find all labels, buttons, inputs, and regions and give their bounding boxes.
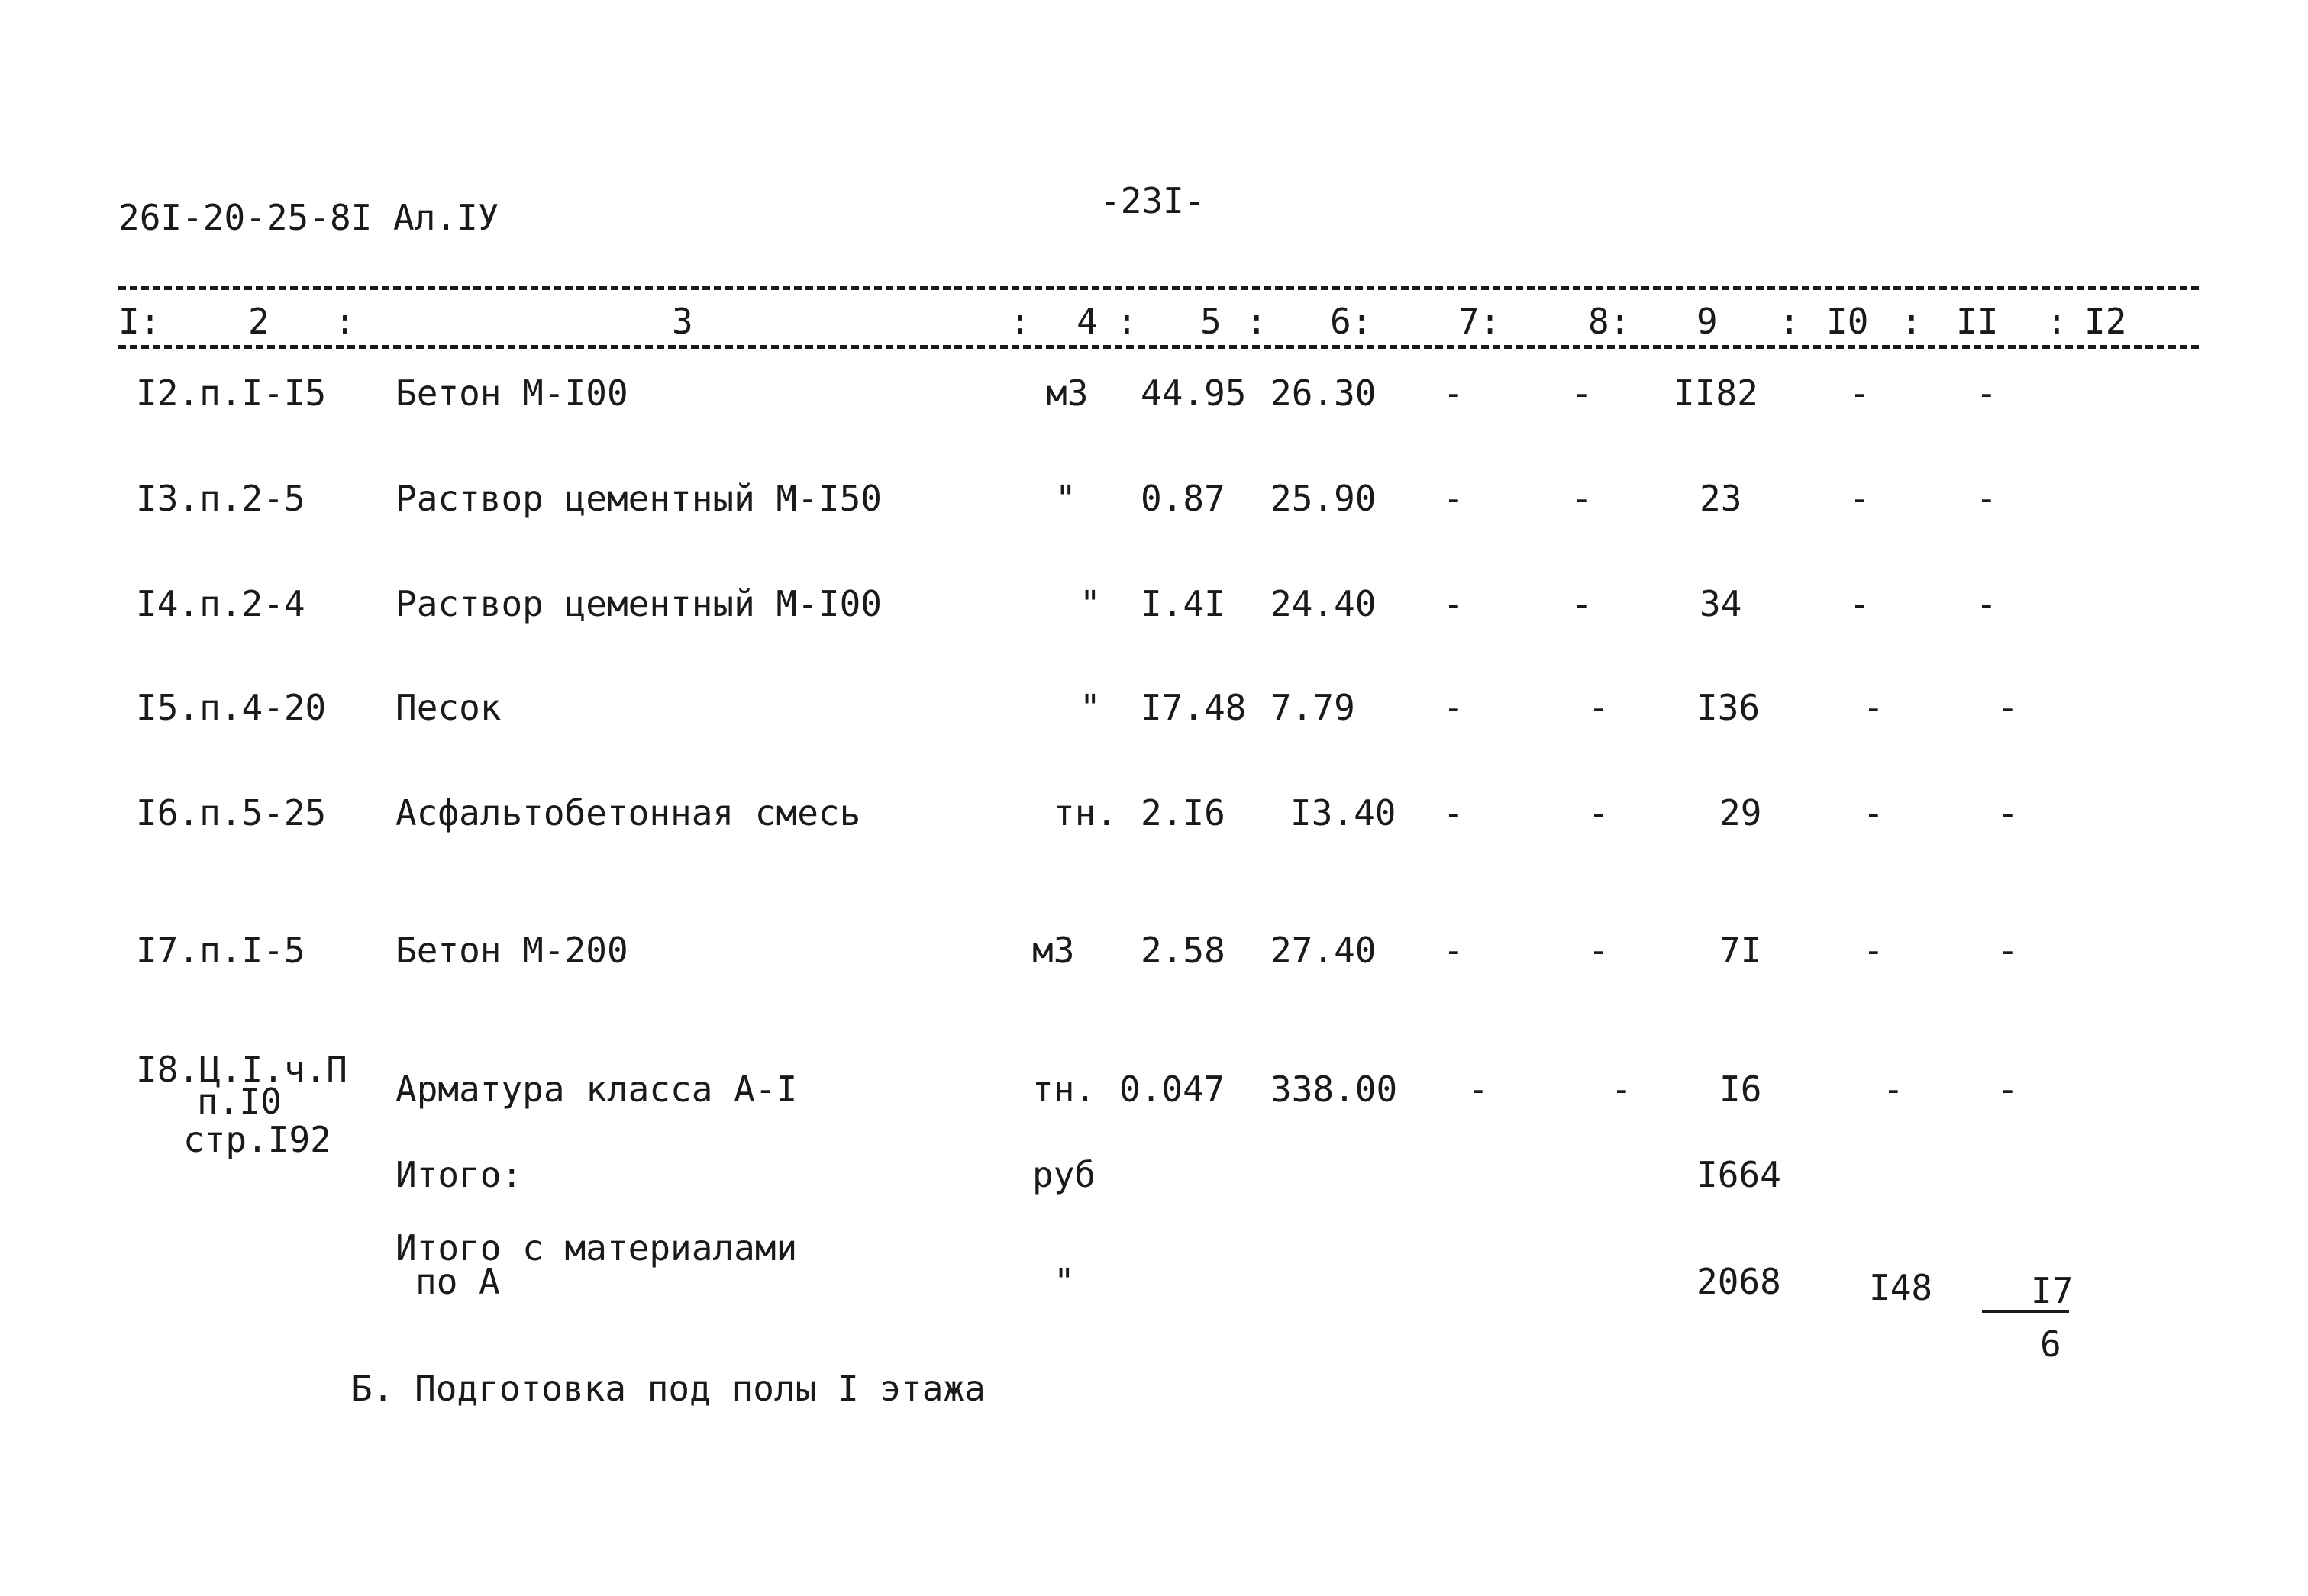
col-header-2: 2 bbox=[248, 301, 270, 342]
row-ref-line-1: I8.Ц.I.ч.П bbox=[136, 1049, 347, 1090]
total-unit: " bbox=[1054, 1261, 1075, 1302]
col-header-5: 5 bbox=[1200, 301, 1222, 342]
row-col8: - bbox=[1588, 930, 1609, 971]
row-qty: 0.047 bbox=[1119, 1069, 1225, 1110]
total-col11-denominator: 6 bbox=[2040, 1324, 2061, 1365]
header-rule-bottom bbox=[118, 345, 2199, 349]
total-value: 2068 bbox=[1696, 1261, 1781, 1302]
row-col10: - bbox=[1849, 372, 1871, 414]
col-header-6: 6: bbox=[1330, 301, 1373, 342]
row-total: 29 bbox=[1719, 792, 1762, 833]
row-ref-line-2: п.I0 bbox=[197, 1081, 282, 1122]
row-col11: - bbox=[1997, 687, 2019, 728]
col-separator: : bbox=[1779, 301, 1800, 342]
row-qty: I.4I bbox=[1141, 583, 1225, 624]
row-col7: - bbox=[1443, 930, 1464, 971]
row-col10: - bbox=[1863, 687, 1884, 728]
row-col7: - bbox=[1443, 792, 1464, 833]
row-ref: I5.п.4-20 bbox=[136, 687, 327, 728]
row-col8: - bbox=[1588, 687, 1609, 728]
row-col11: - bbox=[1997, 792, 2019, 833]
row-unit: тн. bbox=[1032, 1069, 1096, 1110]
row-col8: - bbox=[1571, 478, 1593, 519]
row-name: Раствор цементный М-I00 bbox=[395, 583, 882, 624]
total-col11-numerator: I7 bbox=[2031, 1270, 2074, 1311]
row-price: 27.40 bbox=[1270, 930, 1377, 971]
row-qty: 2.58 bbox=[1141, 930, 1225, 971]
col-header-3: 3 bbox=[672, 301, 693, 342]
col-header-7: 7: bbox=[1458, 301, 1501, 342]
row-unit: м3 bbox=[1032, 930, 1075, 971]
section-title: Б. Подготовка под полы I этажа bbox=[351, 1368, 986, 1409]
row-col8: - bbox=[1571, 372, 1593, 414]
row-total: I6 bbox=[1719, 1069, 1762, 1110]
row-col11: - bbox=[1997, 930, 2019, 971]
row-unit: " bbox=[1055, 478, 1077, 519]
row-price: 7.79 bbox=[1270, 687, 1355, 728]
row-col10: - bbox=[1863, 792, 1884, 833]
row-ref: I3.п.2-5 bbox=[136, 478, 305, 519]
row-price: 26.30 bbox=[1270, 372, 1377, 414]
row-total: 7I bbox=[1719, 930, 1762, 971]
row-price: 338.00 bbox=[1270, 1069, 1398, 1110]
row-col8: - bbox=[1571, 583, 1593, 624]
row-unit: м3 bbox=[1046, 372, 1089, 414]
col-header-12: I2 bbox=[2084, 301, 2127, 342]
row-col11: - bbox=[1997, 1069, 2019, 1110]
total-col10: I48 bbox=[1869, 1267, 1933, 1308]
row-qty: I7.48 bbox=[1141, 687, 1247, 728]
row-name: Асфальтобетонная смесь bbox=[395, 792, 861, 833]
row-ref: I4.п.2-4 bbox=[136, 583, 305, 624]
row-qty: 0.87 bbox=[1141, 478, 1225, 519]
row-ref: I6.п.5-25 bbox=[136, 792, 327, 833]
row-name: Арматура класса А-I bbox=[395, 1069, 798, 1110]
row-total: I36 bbox=[1696, 687, 1761, 728]
row-total: 23 bbox=[1700, 478, 1742, 519]
row-price: 25.90 bbox=[1270, 478, 1377, 519]
row-col11: - bbox=[1976, 372, 1997, 414]
col-header-10: I0 bbox=[1826, 301, 1869, 342]
total-label-line-1: Итого с материалами bbox=[395, 1227, 798, 1269]
header-rule-top bbox=[118, 286, 2199, 290]
total-label-line-2: по А bbox=[415, 1261, 500, 1302]
row-col10: - bbox=[1863, 930, 1884, 971]
row-name: Бетон М-200 bbox=[395, 930, 628, 971]
row-unit: " bbox=[1080, 583, 1101, 624]
row-col7: - bbox=[1443, 478, 1464, 519]
row-col10: - bbox=[1849, 478, 1871, 519]
row-price: 24.40 bbox=[1270, 583, 1377, 624]
subtotal-unit: руб bbox=[1032, 1154, 1096, 1195]
col-separator: : bbox=[1116, 301, 1138, 342]
col-header-8: 8: bbox=[1588, 301, 1631, 342]
row-qty: 2.I6 bbox=[1141, 792, 1225, 833]
row-price: I3.40 bbox=[1290, 792, 1396, 833]
col-header-4: 4 bbox=[1077, 301, 1098, 342]
row-col7: - bbox=[1443, 372, 1464, 414]
row-col7: - bbox=[1443, 583, 1464, 624]
row-col8: - bbox=[1588, 792, 1609, 833]
row-col10: - bbox=[1883, 1069, 1904, 1110]
row-total: II82 bbox=[1674, 372, 1758, 414]
row-col7: - bbox=[1443, 687, 1464, 728]
col-separator: : bbox=[2046, 301, 2068, 342]
row-name: Песок bbox=[395, 687, 502, 728]
fraction-bar bbox=[1982, 1310, 2069, 1313]
row-col10: - bbox=[1849, 583, 1871, 624]
row-ref: I7.п.I-5 bbox=[136, 930, 305, 971]
col-separator: : bbox=[1246, 301, 1267, 342]
page-number: -23I- bbox=[1099, 180, 1206, 221]
row-unit: " bbox=[1080, 687, 1101, 728]
row-name: Раствор цементный М-I50 bbox=[395, 478, 882, 519]
row-qty: 44.95 bbox=[1141, 372, 1247, 414]
row-ref: I2.п.I-I5 bbox=[136, 372, 327, 414]
subtotal-label: Итого: bbox=[395, 1154, 523, 1195]
col-separator: : bbox=[334, 301, 356, 342]
subtotal-value: I664 bbox=[1696, 1154, 1781, 1195]
col-header-9: 9 bbox=[1696, 301, 1718, 342]
col-header-1: I: bbox=[118, 301, 161, 342]
row-col11: - bbox=[1976, 583, 1997, 624]
col-separator: : bbox=[1901, 301, 1922, 342]
document-code: 26I-20-25-8I Ал.IУ bbox=[118, 197, 499, 238]
row-unit: тн. bbox=[1054, 792, 1118, 833]
row-ref-line-3: стр.I92 bbox=[183, 1119, 331, 1160]
row-total: 34 bbox=[1700, 583, 1742, 624]
row-col8: - bbox=[1611, 1069, 1632, 1110]
col-separator: : bbox=[1009, 301, 1031, 342]
col-header-11: II bbox=[1956, 301, 1999, 342]
row-col7: - bbox=[1467, 1069, 1489, 1110]
row-col11: - bbox=[1976, 478, 1997, 519]
row-name: Бетон М-I00 bbox=[395, 372, 628, 414]
